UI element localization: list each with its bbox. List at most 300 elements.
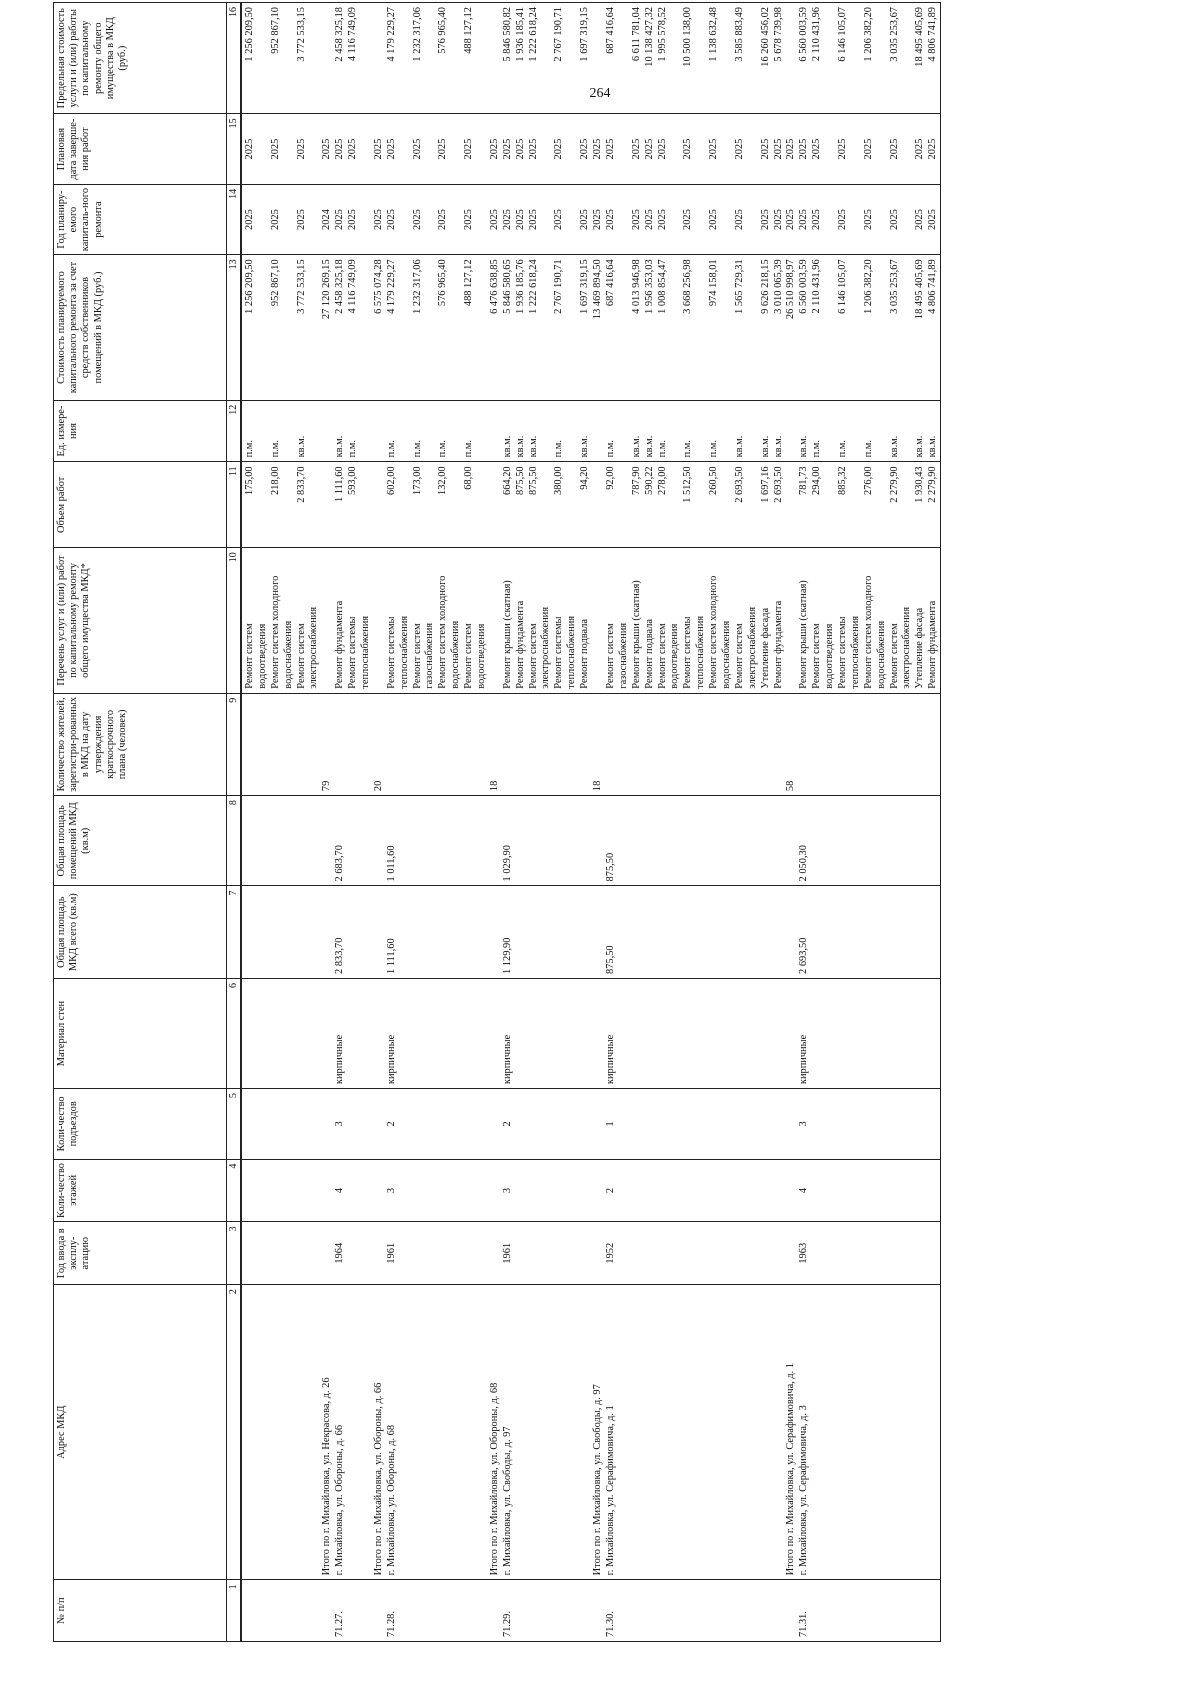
cell-line <box>296 1226 309 1280</box>
cell-line: 79 <box>321 780 333 792</box>
cell-line <box>695 1093 708 1154</box>
cell-line <box>566 698 579 791</box>
column-number-row <box>227 3 242 1642</box>
cell-line: 2025 <box>592 209 604 230</box>
cell-line <box>682 983 695 1084</box>
cell-line <box>489 1226 502 1280</box>
cell-line <box>566 890 579 974</box>
cell-line <box>399 189 412 250</box>
cell-line: 5 846 580,82 <box>501 7 513 62</box>
cell-line <box>347 1093 360 1154</box>
cell-line <box>308 466 321 543</box>
cell-line <box>850 7 863 109</box>
cell-line: Ремонт системы <box>385 616 397 689</box>
cell-line <box>618 1164 631 1218</box>
cell-line <box>476 7 489 109</box>
cell-line <box>540 466 553 543</box>
cell-line <box>566 1584 579 1637</box>
cell-line: 2025 <box>811 138 823 160</box>
cell-line: теплоснабжения <box>360 615 372 689</box>
cell-line <box>463 1226 476 1280</box>
cell-line <box>244 1093 257 1154</box>
cell-line: 2025 <box>862 138 874 160</box>
cell-line: кв.м. <box>798 435 810 458</box>
cell-line <box>257 983 270 1084</box>
cell-line: 6 476 638,85 <box>488 259 500 314</box>
cell-line <box>644 1164 657 1218</box>
cell-line <box>489 890 502 974</box>
header-address: Адрес МКД <box>54 1285 227 1580</box>
cell-line <box>669 1226 682 1280</box>
header-planned-year: Год планиру-емого капиталь-ного ремонта <box>54 184 227 254</box>
cell-line <box>270 1289 283 1575</box>
cell-line <box>463 1289 476 1575</box>
cell-line <box>824 1093 837 1154</box>
cell-line <box>270 1226 283 1280</box>
cell-line: 1963 <box>798 1242 810 1264</box>
cell-line <box>515 1584 528 1637</box>
cell-line: 2025 <box>772 138 784 160</box>
cell-line <box>734 1584 747 1637</box>
cell-line <box>540 890 553 974</box>
cell-line <box>682 890 695 974</box>
cell-line <box>682 800 695 881</box>
cell-line <box>373 552 386 688</box>
header-wall-material: Материал стен <box>54 978 227 1088</box>
cell-line <box>244 890 257 974</box>
cell-line <box>399 118 412 179</box>
cell-line <box>540 1584 553 1637</box>
cell-line <box>695 259 708 395</box>
header-cost: Стоимость планируемого капитального ремонта за счет средств собственников помещений в МКД (руб.) <box>54 255 227 400</box>
cell-line <box>412 1584 425 1637</box>
cell-line <box>721 983 734 1084</box>
cell-line <box>863 1164 876 1218</box>
cell-line <box>657 698 670 791</box>
cell-line: водоотведения <box>669 623 681 689</box>
cell-line: кв.м. <box>334 435 346 458</box>
cell-line: 173,00 <box>411 466 423 495</box>
cell-line <box>785 7 798 109</box>
cell-line <box>760 800 773 881</box>
header-entrances: Коли-чество подъездов <box>54 1089 227 1159</box>
cell-line <box>785 800 798 881</box>
cell-line: водоснабжения <box>282 620 294 689</box>
cell-line: 2025 <box>463 138 475 160</box>
cell-line <box>773 1584 786 1637</box>
cell-line: 58 <box>785 780 797 792</box>
cell-line <box>592 552 605 688</box>
cell-line: 1 <box>604 1121 616 1127</box>
cell-line <box>476 1226 489 1280</box>
cell-line <box>876 698 889 791</box>
column-number: 11 <box>227 462 242 548</box>
header-row <box>54 3 227 1642</box>
cell-line: 488 127,12 <box>463 259 475 307</box>
cell-line: 2025 <box>501 138 513 160</box>
cell-line <box>515 983 528 1084</box>
cell-line <box>579 890 592 974</box>
cell-line <box>244 983 257 1084</box>
cell-line <box>824 7 837 109</box>
cell-line: Итого по г. Михайловка, ул. Серафимовича, д. 1 <box>785 1362 797 1576</box>
cell-line: 18 495 405,69 <box>914 259 926 320</box>
cell-line: 18 <box>592 780 604 792</box>
cell-line: 2 767 190,71 <box>553 7 565 62</box>
cell-line <box>747 1164 760 1218</box>
cell-line <box>747 259 760 395</box>
cell-line <box>669 800 682 881</box>
cell-line <box>631 800 644 881</box>
cell-line <box>399 1289 412 1575</box>
cell-line: 1961 <box>385 1242 397 1264</box>
cell-line <box>347 1289 360 1575</box>
cell-line: 276,00 <box>862 466 874 495</box>
cell-line <box>773 800 786 881</box>
cell-line: 2 693,50 <box>733 466 745 503</box>
cell-line <box>695 890 708 974</box>
cell-line <box>321 405 334 458</box>
cell-line: 2025 <box>347 138 359 160</box>
cell-line: 2025 <box>463 209 475 230</box>
cell-line: 20 <box>372 780 384 792</box>
cell-line <box>876 1093 889 1154</box>
cell-line: 2024 <box>321 209 333 230</box>
cell-line <box>837 1226 850 1280</box>
cell-line: Ремонт фундамента <box>514 600 526 689</box>
cell-line <box>837 698 850 791</box>
cell-line: 1 008 854,47 <box>656 259 668 314</box>
cell-line <box>631 890 644 974</box>
column-number: 1 <box>227 1580 242 1642</box>
cell-line <box>360 405 373 458</box>
cell-line <box>476 1584 489 1637</box>
cell-line <box>850 983 863 1084</box>
cell-line: 3 010 065,39 <box>772 259 784 314</box>
cell-line <box>773 983 786 1084</box>
cell-line: 2025 <box>553 209 565 230</box>
cell-line <box>708 983 721 1084</box>
cell-line: Ремонт крыши (скатная) <box>798 580 810 689</box>
cell-line: Ремонт систем <box>604 623 616 689</box>
cell-line <box>682 1289 695 1575</box>
cell-line <box>592 983 605 1084</box>
cell-line <box>347 800 360 881</box>
cell-line <box>257 1093 270 1154</box>
cell-line <box>528 983 541 1084</box>
cell-line <box>631 1164 644 1218</box>
cell-line <box>437 1164 450 1218</box>
cell-line <box>579 698 592 791</box>
cell-line: 6 560 003,59 <box>798 7 810 62</box>
cell-line: газоснабжения <box>617 622 629 689</box>
column-number: 9 <box>227 693 242 795</box>
cell-line <box>785 552 798 688</box>
cell-line <box>824 1584 837 1637</box>
cell-line <box>489 1093 502 1154</box>
cell-line: 218,00 <box>269 466 281 495</box>
cell-line <box>669 405 682 458</box>
cell-line <box>927 1289 940 1575</box>
cell-line <box>747 466 760 543</box>
cell-line <box>360 1226 373 1280</box>
cell-line: электроснабжения <box>308 607 320 689</box>
cell-line <box>618 118 631 179</box>
cell-line: 2025 <box>488 138 500 160</box>
cell-line <box>450 1093 463 1154</box>
column-number: 14 <box>227 184 242 254</box>
cell-line <box>695 189 708 250</box>
cell-line: 1 565 729,31 <box>733 259 745 314</box>
cell-line <box>760 890 773 974</box>
cell-line: 885,32 <box>836 466 848 495</box>
cell-line: 380,00 <box>553 466 565 495</box>
cell-line: 1 222 618,24 <box>527 7 539 62</box>
data-body-row <box>241 3 941 1642</box>
cell-line <box>296 1164 309 1218</box>
cell-line <box>785 405 798 458</box>
cell-line: Ремонт систем холодного <box>437 575 449 689</box>
cell-line <box>773 1093 786 1154</box>
cell-line <box>863 890 876 974</box>
cell-line: кирпичные <box>604 1034 616 1085</box>
cell-line <box>424 1584 437 1637</box>
col-floors-values <box>241 1159 941 1222</box>
cell-line: электроснабжения <box>540 607 552 689</box>
cell-line <box>927 1164 940 1218</box>
col-entrances-values <box>241 1089 941 1159</box>
cell-line <box>876 1164 889 1218</box>
cell-line <box>476 189 489 250</box>
cell-line <box>270 890 283 974</box>
cell-line: 2025 <box>488 209 500 230</box>
cell-line <box>489 552 502 688</box>
cell-line: 1 697 319,15 <box>579 259 591 314</box>
col-max-cost-values <box>241 3 941 114</box>
cell-line <box>708 1584 721 1637</box>
cell-line: 1961 <box>501 1242 513 1264</box>
cell-line <box>901 1164 914 1218</box>
cell-line <box>837 983 850 1084</box>
cell-line: Ремонт систем <box>411 623 423 689</box>
cell-line <box>682 1164 695 1218</box>
cell-line: п.м. <box>347 440 359 458</box>
cell-line <box>270 1584 283 1637</box>
cell-line <box>308 7 321 109</box>
cell-line: Ремонт систем <box>463 623 475 689</box>
cell-line: 2025 <box>514 209 526 230</box>
cell-line <box>399 1226 412 1280</box>
header-work-volume: Объем работ <box>54 462 227 548</box>
cell-line: 2025 <box>656 138 668 160</box>
cell-line: 2025 <box>334 209 346 230</box>
column-number: 13 <box>227 255 242 400</box>
cell-line <box>682 1584 695 1637</box>
cell-line <box>450 1226 463 1280</box>
cell-line <box>412 1289 425 1575</box>
cell-line <box>360 1164 373 1218</box>
cell-line <box>399 1584 412 1637</box>
cell-line: теплоснабжения <box>398 615 410 689</box>
cell-line <box>373 405 386 458</box>
rotated-table-wrapper <box>53 2 1200 1642</box>
cell-line <box>540 1226 553 1280</box>
cell-line: кирпичные <box>501 1034 513 1085</box>
cell-line <box>579 800 592 881</box>
cell-line <box>657 800 670 881</box>
cell-line <box>502 698 515 791</box>
cell-line: 2025 <box>888 138 900 160</box>
cell-line <box>850 466 863 543</box>
cell-line: 3 668 256,98 <box>682 259 694 314</box>
cell-line <box>360 890 373 974</box>
cell-line: Ремонт подвала <box>643 618 655 689</box>
cell-line: 2 <box>385 1121 397 1127</box>
cell-line <box>360 698 373 791</box>
cell-line <box>283 1093 296 1154</box>
cell-line <box>412 1093 425 1154</box>
cell-line <box>450 983 463 1084</box>
cell-line <box>669 259 682 395</box>
cell-line <box>669 1164 682 1218</box>
cell-line <box>644 698 657 791</box>
cell-line <box>644 1289 657 1575</box>
cell-line <box>592 1226 605 1280</box>
cell-line <box>476 405 489 458</box>
cell-line <box>515 890 528 974</box>
cell-line: кв.м. <box>759 435 771 458</box>
cell-line: г. Михайловка, ул. Обороны, д. 68 <box>385 1424 397 1576</box>
cell-line <box>321 466 334 543</box>
cell-line <box>734 890 747 974</box>
cell-line: 488 127,12 <box>463 7 475 54</box>
cell-line <box>528 890 541 974</box>
cell-line <box>811 983 824 1084</box>
cell-line: 18 <box>488 780 500 792</box>
cell-line <box>347 1584 360 1637</box>
cell-line: 2 110 431,96 <box>811 259 823 314</box>
cell-line: 1 206 382,20 <box>862 7 874 62</box>
cell-line <box>257 466 270 543</box>
cell-line <box>669 698 682 791</box>
cell-line: 13 469 894,50 <box>592 259 604 320</box>
cell-line <box>644 1226 657 1280</box>
cell-line <box>914 1584 927 1637</box>
cell-line: 4 806 741,89 <box>927 7 939 62</box>
cell-line: 6 146 105,07 <box>836 259 848 314</box>
cell-line <box>424 189 437 250</box>
cell-line <box>811 1093 824 1154</box>
cell-line: электроснабжения <box>901 607 913 689</box>
cell-line: Ремонт систем <box>888 623 900 689</box>
cell-line: водоснабжения <box>875 620 887 689</box>
cell-line <box>850 1093 863 1154</box>
cell-line: 2025 <box>334 138 346 160</box>
cell-line <box>540 698 553 791</box>
cell-line <box>721 890 734 974</box>
cell-line: 6 575 074,28 <box>372 259 384 314</box>
cell-line <box>785 1164 798 1218</box>
cell-line <box>321 983 334 1084</box>
cell-line <box>927 983 940 1084</box>
cell-line: 2025 <box>643 138 655 160</box>
cell-line <box>437 800 450 881</box>
cell-line <box>760 983 773 1084</box>
cell-line <box>489 405 502 458</box>
cell-line <box>644 1584 657 1637</box>
cell-line <box>463 698 476 791</box>
cell-line <box>424 698 437 791</box>
cell-line <box>644 1093 657 1154</box>
cell-line <box>927 1226 940 1280</box>
cell-line <box>566 259 579 395</box>
cell-line: 5 846 580,65 <box>501 259 513 314</box>
cell-line <box>566 405 579 458</box>
cell-line: 974 158,01 <box>708 259 720 307</box>
cell-line <box>540 983 553 1084</box>
cell-line: 2025 <box>347 209 359 230</box>
cell-line: 6 146 105,07 <box>836 7 848 62</box>
cell-line <box>695 1164 708 1218</box>
cell-line <box>528 698 541 791</box>
cell-line: 2025 <box>321 138 333 160</box>
cell-line <box>308 189 321 250</box>
cell-line <box>515 800 528 881</box>
cell-line <box>850 405 863 458</box>
cell-line <box>837 1093 850 1154</box>
cell-line <box>914 983 927 1084</box>
cell-line <box>708 1093 721 1154</box>
cell-line <box>257 1164 270 1218</box>
cell-line <box>901 189 914 250</box>
cell-line <box>437 983 450 1084</box>
cell-line <box>450 189 463 250</box>
cell-line: 4 116 749,09 <box>347 259 359 314</box>
cell-line <box>437 890 450 974</box>
cell-line <box>889 1226 902 1280</box>
cell-line <box>914 1226 927 1280</box>
cell-line: 1 936 185,41 <box>514 7 526 62</box>
cell-line <box>308 1584 321 1637</box>
cell-line <box>540 405 553 458</box>
cell-line <box>914 1289 927 1575</box>
cell-line: п.м. <box>656 440 668 458</box>
cell-line <box>876 890 889 974</box>
cell-line <box>489 800 502 881</box>
cell-line: 6 560 003,59 <box>798 259 810 314</box>
cell-line <box>296 983 309 1084</box>
cell-line <box>914 1164 927 1218</box>
cell-line <box>876 466 889 543</box>
cell-line: 5 678 739,98 <box>772 7 784 62</box>
cell-line <box>244 698 257 791</box>
cell-line <box>747 800 760 881</box>
cell-line: 2 693,50 <box>798 937 810 974</box>
cell-line <box>489 466 502 543</box>
cell-line <box>695 466 708 543</box>
cell-line: 781,73 <box>798 466 810 495</box>
cell-line <box>360 118 373 179</box>
cell-line: Ремонт систем холодного <box>269 575 281 689</box>
cell-line <box>837 800 850 881</box>
cell-line <box>270 1164 283 1218</box>
cell-line <box>695 7 708 109</box>
cell-line <box>476 1164 489 1218</box>
cell-line <box>257 259 270 395</box>
cell-line: Ремонт фундамента <box>334 600 346 689</box>
cell-line <box>424 983 437 1084</box>
cell-line: кв.м. <box>772 435 784 458</box>
